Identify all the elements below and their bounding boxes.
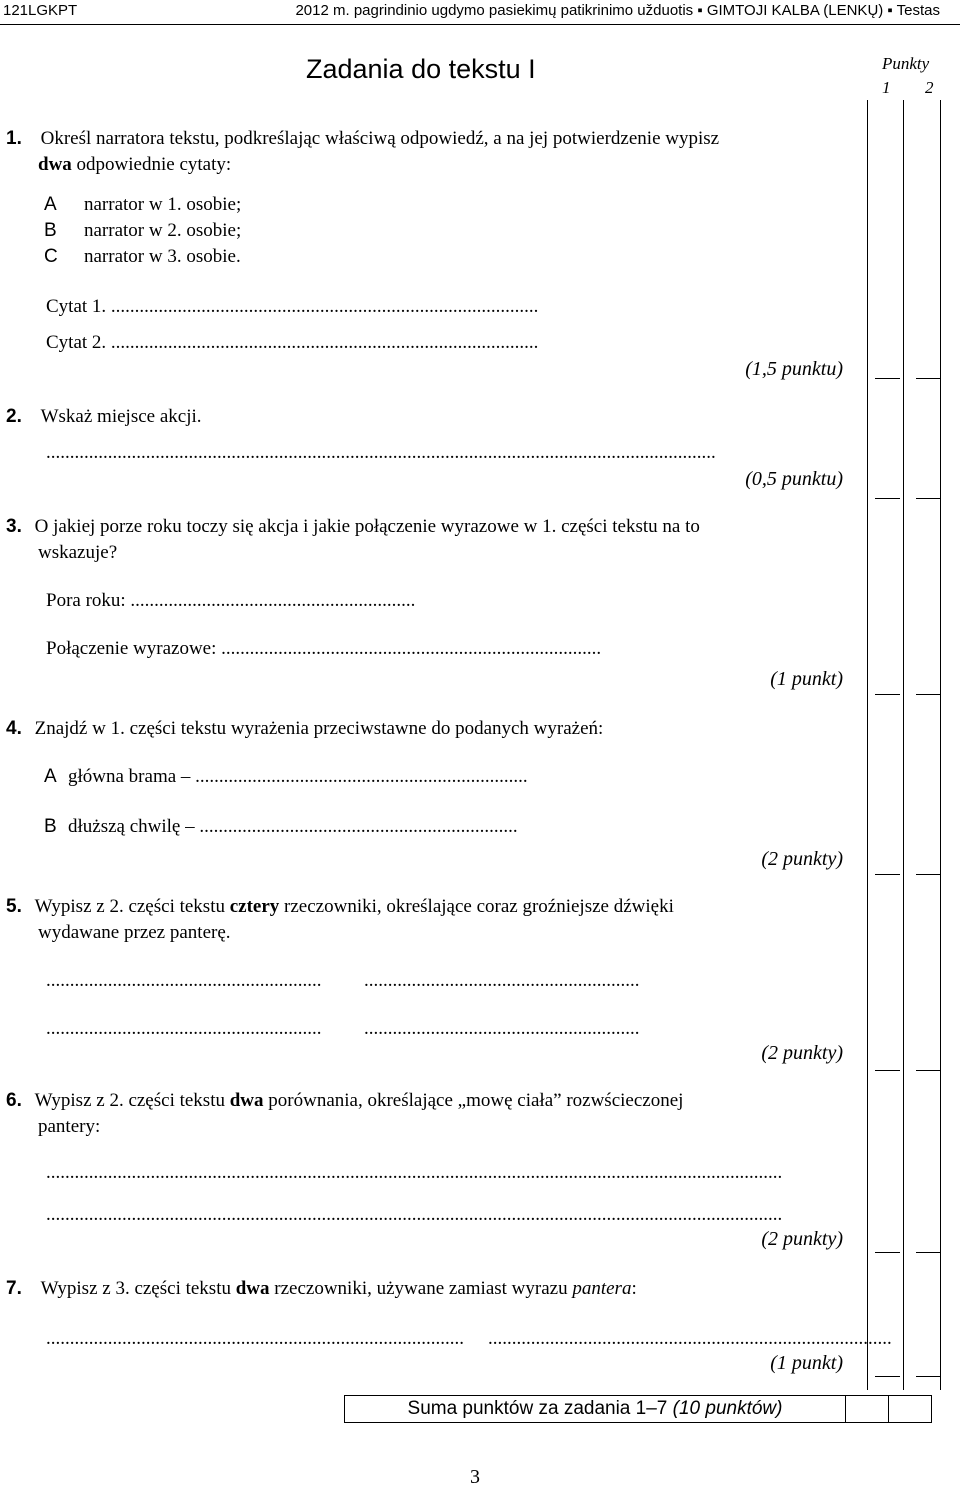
score-blank[interactable]: [875, 498, 900, 499]
item-letter: B: [44, 816, 57, 837]
q4-item-b[interactable]: [44, 814, 518, 840]
item-text: główna brama – ......................................................................: [68, 766, 528, 787]
score-blank[interactable]: [916, 874, 941, 875]
score-blank[interactable]: [875, 378, 900, 379]
q3-polaczenie-answer[interactable]: Połączenie wyrazowe: ................................................................................: [46, 638, 602, 659]
points-value: (0,5 punktu): [745, 468, 843, 490]
summary-text: Suma punktów za zadania 1–7: [407, 1398, 668, 1419]
summary-points: (10 punktów): [672, 1398, 783, 1419]
q7-answer-1[interactable]: ........................................................................................: [46, 1328, 464, 1349]
points-label: Punkty: [882, 54, 930, 73]
emphasis-italic: pantera: [572, 1278, 632, 1299]
question-text: Wskaż miejsce akcji.: [40, 406, 202, 427]
points-column-header: [882, 52, 934, 100]
page-title: Zadania do tekstu I: [306, 54, 536, 84]
points-value: (2 punkty): [761, 1042, 843, 1064]
question-text: Znajdź w 1. części tekstu wyrażenia przeciwstawne do podanych wyrażeń:: [34, 718, 604, 739]
summary-score-cell-1[interactable]: [846, 1396, 889, 1422]
emphasis: dwa: [235, 1278, 270, 1299]
summary-label: [345, 1396, 846, 1422]
score-blank[interactable]: [875, 1252, 900, 1253]
points-value: (2 punkty): [761, 848, 843, 870]
cytat-1-answer[interactable]: Cytat 1. ..........................................................................................: [46, 296, 539, 317]
question-text: odpowiednie cytaty:: [71, 154, 232, 175]
option-letter: C: [44, 246, 58, 267]
question-6-line2: pantery:: [38, 1116, 101, 1137]
question-text: Wypisz z 2. części tekstu: [34, 1090, 230, 1111]
question-2: [6, 404, 202, 430]
summary-score-cell-2[interactable]: [889, 1396, 931, 1422]
q7-answer-2[interactable]: .....................................................................................: [488, 1328, 892, 1349]
question-number: 6.: [6, 1090, 22, 1111]
question-5-line2: wydawane przez panterę.: [38, 922, 231, 943]
question-number: 3.: [6, 516, 22, 537]
question-1-line2: [38, 152, 231, 178]
question-number: 4.: [6, 718, 22, 739]
question-6: [6, 1088, 683, 1114]
points-column-line-left: [867, 100, 868, 1390]
question-text: Określ narratora tekstu, podkreślając właściwą odpowiedź, a na jej potwierdzenie wypisz: [40, 128, 720, 149]
points-value: (2 punkty): [761, 1228, 843, 1250]
score-blank[interactable]: [875, 694, 900, 695]
option-text: narrator w 2. osobie;: [84, 220, 242, 241]
option-text: narrator w 3. osobie.: [84, 246, 241, 267]
item-text: dłuższą chwilę – ...................................................................: [68, 816, 518, 837]
score-blank[interactable]: [875, 1376, 900, 1377]
score-blank[interactable]: [875, 1070, 900, 1071]
points-column-numbers: [882, 76, 934, 100]
page-number: 3: [470, 1466, 480, 1488]
score-blank[interactable]: [916, 1070, 941, 1071]
q2-answer-line[interactable]: .............................................................................................................................................: [46, 442, 716, 463]
question-5: [6, 894, 674, 920]
question-text: :: [631, 1278, 637, 1299]
points-column-line-middle: [903, 100, 904, 1390]
question-text: Wypisz z 3. części tekstu: [40, 1278, 236, 1299]
q1-option-a[interactable]: [44, 192, 242, 218]
score-blank[interactable]: [875, 874, 900, 875]
summary-box: [344, 1395, 932, 1423]
question-3-line2: wskazuje?: [38, 542, 118, 563]
question-text: Wypisz z 2. części tekstu: [34, 896, 230, 917]
option-text: narrator w 1. osobie;: [84, 194, 242, 215]
points-col1-label: 1: [882, 78, 891, 97]
points-col2-label: 2: [925, 78, 934, 97]
emphasis: dwa: [229, 1090, 264, 1111]
header-divider: [0, 24, 960, 25]
question-3: [6, 514, 700, 540]
q6-answer-1[interactable]: ...........................................................................................................................................................: [46, 1162, 783, 1183]
question-text: O jakiej porze roku toczy się akcja i jakie połączenie wyrazowe w 1. części tekstu na to: [34, 516, 700, 537]
points-column-line-right: [940, 100, 941, 1390]
q3-pora-roku-answer[interactable]: Pora roku: ............................................................: [46, 590, 416, 611]
question-number: 1.: [6, 128, 22, 149]
option-letter: A: [44, 194, 57, 215]
score-blank[interactable]: [916, 498, 941, 499]
score-blank[interactable]: [916, 378, 941, 379]
option-letter: B: [44, 220, 57, 241]
question-1: [6, 126, 846, 152]
question-number: 5.: [6, 896, 22, 917]
q5-answer-4[interactable]: ..........................................................: [364, 1018, 640, 1039]
q4-item-a[interactable]: [44, 764, 528, 790]
exam-code: 121LGKPT: [3, 2, 78, 19]
exam-header-title: 2012 m. pagrindinio ugdymo pasiekimų patikrinimo užduotis ▪ GIMTOJI KALBA (LENKŲ) ▪ Testas: [295, 2, 940, 19]
score-blank[interactable]: [916, 694, 941, 695]
question-7: [6, 1276, 637, 1302]
item-letter: A: [44, 766, 57, 787]
question-number: 2.: [6, 406, 22, 427]
score-blank[interactable]: [916, 1376, 941, 1377]
points-value: (1 punkt): [770, 668, 843, 690]
q1-option-c[interactable]: [44, 244, 241, 270]
q5-answer-3[interactable]: ..........................................................: [46, 1018, 322, 1039]
emphasis: cztery: [229, 896, 280, 917]
q1-option-b[interactable]: [44, 218, 242, 244]
question-text: porównania, określające „mowę ciała” rozwścieczonej: [263, 1090, 684, 1111]
question-text: rzeczowniki, określające coraz groźniejsze dźwięki: [279, 896, 674, 917]
emphasis: dwa: [38, 154, 72, 175]
q5-answer-1[interactable]: ..........................................................: [46, 970, 322, 991]
points-value: (1,5 punktu): [745, 358, 843, 380]
points-value: (1 punkt): [770, 1352, 843, 1374]
question-text: rzeczowniki, używane zamiast wyrazu: [269, 1278, 573, 1299]
question-number: 7.: [6, 1278, 22, 1299]
q5-answer-2[interactable]: ..........................................................: [364, 970, 640, 991]
cytat-2-answer[interactable]: Cytat 2. ..........................................................................................: [46, 332, 539, 353]
question-4: [6, 716, 603, 742]
q6-answer-2[interactable]: ...........................................................................................................................................................: [46, 1204, 783, 1225]
score-blank[interactable]: [916, 1252, 941, 1253]
